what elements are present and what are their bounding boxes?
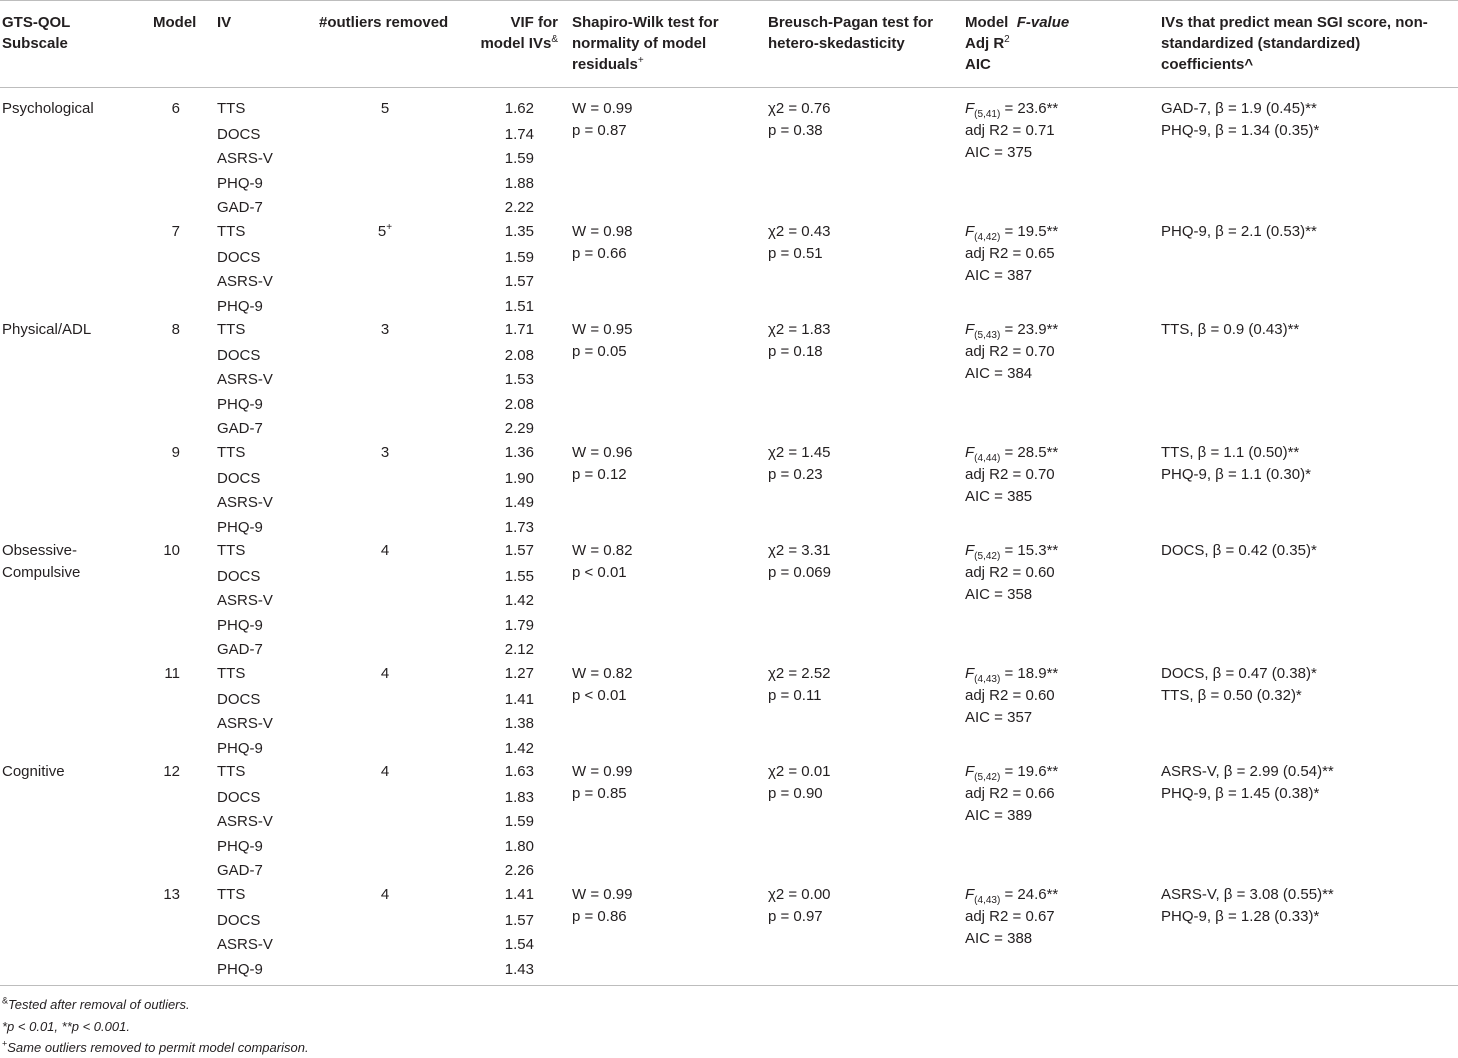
outliers-value: 5 — [377, 223, 387, 240]
vif-value: 1.59 — [504, 249, 534, 266]
outliers-count — [370, 319, 400, 341]
vif-value: 1.54 — [504, 936, 534, 953]
vif-value: 1.71 — [504, 321, 534, 338]
f-degrees: (5,43) — [974, 330, 1001, 341]
predictor-coefficient: GAD-7, β = 1.9 (0.45)** — [1161, 100, 1317, 117]
shapiro-w: W = 0.99 — [572, 763, 633, 780]
vif-value: 1.43 — [504, 961, 534, 978]
iv-name: GAD-7 — [217, 862, 263, 879]
f-statistic: = 15.3** — [1000, 542, 1059, 559]
vif-value: 2.08 — [504, 396, 534, 413]
adj-r2: adj R2 = 0.70 — [965, 343, 1055, 360]
f-symbol: F — [965, 100, 975, 117]
shapiro-p: p = 0.12 — [572, 466, 627, 483]
f-statistic: = 24.6** — [1000, 886, 1059, 903]
iv-name: PHQ-9 — [217, 617, 263, 634]
model-f-value — [965, 540, 1058, 562]
iv-name: DOCS — [217, 789, 261, 806]
breusch-chi2: χ2 = 0.01 — [768, 763, 831, 780]
adj-r2: adj R2 = 0.70 — [965, 466, 1055, 483]
vif-value: 1.55 — [504, 568, 534, 585]
breusch-chi2: χ2 = 2.52 — [768, 665, 831, 682]
shapiro-w: W = 0.99 — [572, 886, 633, 903]
outliers-count — [370, 663, 400, 685]
breusch-p: p = 0.97 — [768, 908, 823, 925]
outliers-count — [370, 221, 400, 243]
model-f-value — [965, 442, 1058, 464]
adj-r2: adj R2 = 0.66 — [965, 785, 1055, 802]
f-degrees: (4,43) — [974, 895, 1001, 906]
predictor-coefficient: PHQ-9, β = 2.1 (0.53)** — [1161, 223, 1317, 240]
vif-value: 1.42 — [504, 740, 534, 757]
outliers-value: 3 — [380, 321, 390, 338]
predictor-coefficient: PHQ-9, β = 1.1 (0.30)* — [1161, 466, 1311, 483]
iv-name: TTS — [217, 886, 246, 903]
iv-name: TTS — [217, 100, 246, 117]
f-degrees: (5,41) — [974, 109, 1001, 120]
subscale-label: Psychological — [2, 100, 94, 117]
f-symbol: F — [965, 321, 975, 338]
vif-value: 1.80 — [504, 838, 534, 855]
iv-name: ASRS-V — [217, 936, 273, 953]
adj-r2: adj R2 = 0.60 — [965, 687, 1055, 704]
f-symbol: F — [965, 763, 975, 780]
shapiro-w: W = 0.99 — [572, 100, 633, 117]
iv-name: GAD-7 — [217, 199, 263, 216]
f-statistic: = 23.6** — [1000, 100, 1059, 117]
breusch-p: p = 0.23 — [768, 466, 823, 483]
f-symbol: F — [965, 444, 975, 461]
vif-value: 1.57 — [504, 912, 534, 929]
vif-value: 1.57 — [504, 273, 534, 290]
model-f-value — [965, 98, 1058, 120]
vif-value: 1.59 — [504, 150, 534, 167]
header-breusch-pagan: Breusch-Pagan test for hetero-skedasticity — [768, 14, 934, 52]
subscale-label: Compulsive — [2, 564, 81, 581]
footnote-significance: *p < 0.01, **p < 0.001. — [2, 1019, 130, 1034]
outliers-mark: + — [386, 222, 393, 233]
iv-name: ASRS-V — [217, 150, 273, 167]
breusch-p: p = 0.51 — [768, 245, 823, 262]
outliers-count — [370, 540, 400, 562]
iv-name: DOCS — [217, 568, 261, 585]
subscale-label: Physical/ADL — [2, 321, 92, 338]
f-symbol: F — [965, 886, 975, 903]
iv-name: DOCS — [217, 691, 261, 708]
footnote-plus: +Same outliers removed to permit model comparison. — [2, 1038, 309, 1055]
predictor-coefficient: ASRS-V, β = 3.08 (0.55)** — [1161, 886, 1334, 903]
iv-name: DOCS — [217, 470, 261, 487]
model-f-value — [965, 663, 1058, 685]
model-number: 12 — [163, 763, 180, 780]
predictor-coefficient: PHQ-9, β = 1.28 (0.33)* — [1161, 908, 1320, 925]
iv-name: ASRS-V — [217, 813, 273, 830]
model-number: 9 — [171, 444, 180, 461]
vif-value: 2.22 — [504, 199, 534, 216]
iv-name: ASRS-V — [217, 715, 273, 732]
header-subscale: GTS-QOL Subscale — [2, 14, 71, 52]
iv-name: ASRS-V — [217, 592, 273, 609]
header-predictors: IVs that predict mean SGI score, non-standardized (standardized) coefficients^ — [1161, 14, 1428, 73]
iv-name: PHQ-9 — [217, 519, 263, 536]
header-iv: IV — [217, 14, 232, 31]
iv-name: TTS — [217, 763, 246, 780]
vif-value: 2.26 — [504, 862, 534, 879]
outliers-value: 4 — [380, 665, 390, 682]
vif-value: 1.49 — [504, 494, 534, 511]
vif-value: 1.41 — [504, 886, 534, 903]
adj-r2: adj R2 = 0.67 — [965, 908, 1055, 925]
outliers-value: 4 — [380, 542, 390, 559]
outliers-value: 4 — [380, 763, 390, 780]
iv-name: TTS — [217, 542, 246, 559]
vif-value: 1.59 — [504, 813, 534, 830]
predictor-coefficient: DOCS, β = 0.47 (0.38)* — [1161, 665, 1317, 682]
breusch-p: p = 0.90 — [768, 785, 823, 802]
breusch-chi2: χ2 = 1.83 — [768, 321, 831, 338]
iv-name: DOCS — [217, 126, 261, 143]
outliers-value: 3 — [380, 444, 390, 461]
iv-name: PHQ-9 — [217, 396, 263, 413]
f-statistic: = 28.5** — [1000, 444, 1059, 461]
vif-value: 1.73 — [504, 519, 534, 536]
outliers-count — [370, 761, 400, 783]
shapiro-w: W = 0.82 — [572, 542, 633, 559]
iv-name: ASRS-V — [217, 273, 273, 290]
breusch-p: p = 0.11 — [768, 687, 822, 704]
iv-name: GAD-7 — [217, 641, 263, 658]
model-f-value — [965, 319, 1058, 341]
table-bottom-rule — [0, 985, 1458, 986]
model-number: 6 — [171, 100, 180, 117]
aic-value: AIC = 387 — [965, 267, 1033, 284]
vif-value: 1.90 — [504, 470, 534, 487]
shapiro-p: p = 0.05 — [572, 343, 627, 360]
subscale-label: Obsessive- — [2, 542, 78, 559]
shapiro-p: p < 0.01 — [572, 564, 627, 581]
f-degrees: (4,44) — [974, 453, 1001, 464]
header-outliers: #outliers removed — [319, 14, 449, 31]
vif-value: 1.63 — [504, 763, 534, 780]
f-symbol: F — [965, 542, 975, 559]
aic-value: AIC = 358 — [965, 586, 1033, 603]
vif-value: 1.74 — [504, 126, 534, 143]
header-model-stats: Model F-value Adj $R^2$ AIC — [965, 14, 1070, 73]
iv-name: TTS — [217, 665, 246, 682]
breusch-chi2: χ2 = 0.43 — [768, 223, 831, 240]
vif-value: 2.29 — [504, 420, 534, 437]
shapiro-w: W = 0.96 — [572, 444, 633, 461]
aic-value: AIC = 388 — [965, 930, 1033, 947]
iv-name: TTS — [217, 321, 246, 338]
aic-value: AIC = 384 — [965, 365, 1033, 382]
breusch-chi2: χ2 = 0.00 — [768, 886, 831, 903]
f-degrees: (4,43) — [974, 674, 1001, 685]
shapiro-p: p = 0.66 — [572, 245, 627, 262]
f-statistic: = 23.9** — [1000, 321, 1059, 338]
model-f-value — [965, 761, 1058, 783]
predictor-coefficient: PHQ-9, β = 1.45 (0.38)* — [1161, 785, 1320, 802]
model-number: 8 — [171, 321, 180, 338]
iv-name: GAD-7 — [217, 420, 263, 437]
f-symbol: F — [965, 665, 975, 682]
breusch-chi2: χ2 = 0.76 — [768, 100, 831, 117]
iv-name: PHQ-9 — [217, 740, 263, 757]
vif-value: 1.42 — [504, 592, 534, 609]
vif-value: 1.35 — [504, 223, 534, 240]
f-symbol: F — [965, 223, 975, 240]
vif-value: 1.79 — [504, 617, 534, 634]
outliers-count — [370, 98, 400, 120]
breusch-p: p = 0.18 — [768, 343, 823, 360]
vif-value: 1.36 — [504, 444, 534, 461]
vif-value: 1.53 — [504, 371, 534, 388]
iv-name: PHQ-9 — [217, 838, 263, 855]
outliers-count — [370, 884, 400, 906]
shapiro-w: W = 0.95 — [572, 321, 633, 338]
iv-name: PHQ-9 — [217, 298, 263, 315]
shapiro-w: W = 0.82 — [572, 665, 633, 682]
iv-name: TTS — [217, 223, 246, 240]
vif-value: 1.57 — [504, 542, 534, 559]
predictor-coefficient: TTS, β = 0.9 (0.43)** — [1161, 321, 1300, 338]
breusch-chi2: χ2 = 1.45 — [768, 444, 831, 461]
f-statistic: = 19.6** — [1000, 763, 1059, 780]
outliers-value: 4 — [380, 886, 390, 903]
vif-value: 1.62 — [504, 100, 534, 117]
table-top-rule — [0, 0, 1458, 1]
vif-value: 2.12 — [504, 641, 534, 658]
aic-value: AIC = 357 — [965, 709, 1033, 726]
f-degrees: (5,42) — [974, 772, 1001, 783]
breusch-p: p = 0.38 — [768, 122, 823, 139]
shapiro-p: p = 0.85 — [572, 785, 627, 802]
iv-name: DOCS — [217, 249, 261, 266]
subscale-label: Cognitive — [2, 763, 65, 780]
header-model: Model — [153, 14, 197, 31]
model-number: 13 — [163, 886, 180, 903]
iv-name: PHQ-9 — [217, 961, 263, 978]
predictor-coefficient: PHQ-9, β = 1.34 (0.35)* — [1161, 122, 1320, 139]
shapiro-p: p = 0.86 — [572, 908, 627, 925]
f-statistic: = 18.9** — [1000, 665, 1059, 682]
predictor-coefficient: DOCS, β = 0.42 (0.35)* — [1161, 542, 1317, 559]
shapiro-p: p < 0.01 — [572, 687, 627, 704]
breusch-p: p = 0.069 — [768, 564, 831, 581]
iv-name: PHQ-9 — [217, 175, 263, 192]
aic-value: AIC = 375 — [965, 144, 1033, 161]
f-statistic: = 19.5** — [1000, 223, 1059, 240]
outliers-count — [370, 442, 400, 464]
shapiro-p: p = 0.87 — [572, 122, 627, 139]
vif-value: 1.27 — [504, 665, 534, 682]
predictor-coefficient: ASRS-V, β = 2.99 (0.54)** — [1161, 763, 1334, 780]
footnote-ampersand: &Tested after removal of outliers. — [2, 995, 190, 1012]
aic-value: AIC = 389 — [965, 807, 1033, 824]
adj-r2: adj R2 = 0.65 — [965, 245, 1055, 262]
vif-value: 1.51 — [504, 298, 534, 315]
aic-value: AIC = 385 — [965, 488, 1033, 505]
model-number: 10 — [163, 542, 180, 559]
predictor-coefficient: TTS, β = 0.50 (0.32)* — [1161, 687, 1302, 704]
model-f-value — [965, 221, 1058, 243]
predictor-coefficient: TTS, β = 1.1 (0.50)** — [1161, 444, 1300, 461]
iv-name: ASRS-V — [217, 371, 273, 388]
vif-value: 1.83 — [504, 789, 534, 806]
header-rule — [0, 87, 1458, 88]
model-f-value — [965, 884, 1058, 906]
model-number: 11 — [164, 665, 180, 682]
outliers-value: 5 — [380, 100, 390, 117]
adj-r2: adj R2 = 0.71 — [965, 122, 1055, 139]
iv-name: TTS — [217, 444, 246, 461]
header-shapiro-wilk: Shapiro-Wilk test for normality of model residuals+ — [572, 14, 719, 73]
breusch-chi2: χ2 = 3.31 — [768, 542, 831, 559]
vif-value: 2.08 — [504, 347, 534, 364]
adj-r2: adj R2 = 0.60 — [965, 564, 1055, 581]
iv-name: DOCS — [217, 347, 261, 364]
vif-value: 1.38 — [504, 715, 534, 732]
vif-value: 1.41 — [504, 691, 534, 708]
header-vif: VIF for model IVs& — [480, 14, 558, 52]
shapiro-w: W = 0.98 — [572, 223, 633, 240]
iv-name: DOCS — [217, 912, 261, 929]
f-degrees: (4,42) — [974, 232, 1001, 243]
f-degrees: (5,42) — [974, 551, 1001, 562]
iv-name: ASRS-V — [217, 494, 273, 511]
vif-value: 1.88 — [504, 175, 534, 192]
model-number: 7 — [171, 223, 180, 240]
